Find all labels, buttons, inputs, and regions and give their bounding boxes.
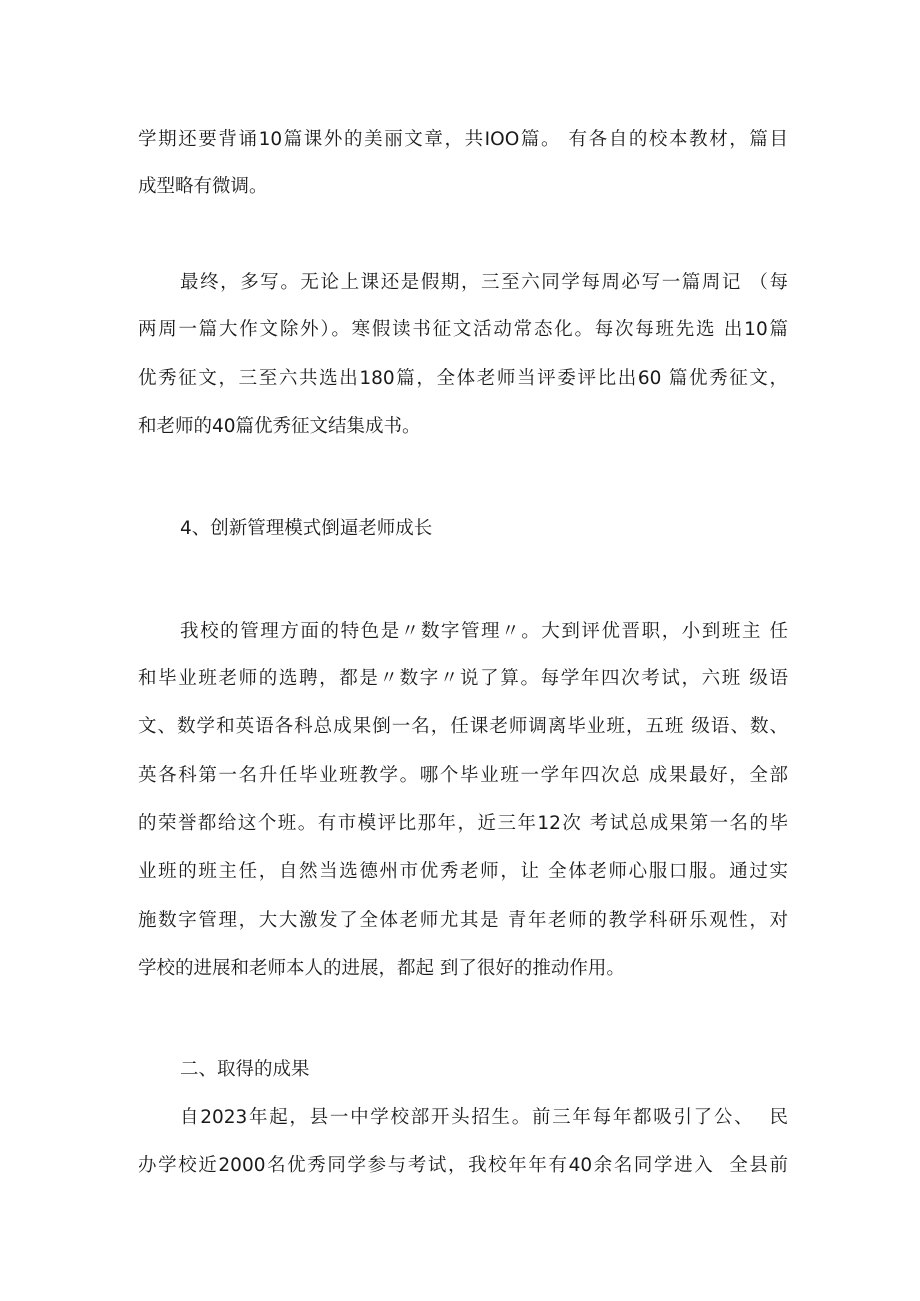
paragraph-line: 文、数学和英语各科总成果倒一名，任课老师调离毕业班，五班 级语、数、 — [138, 716, 788, 737]
paragraph-line: 成型略有微调。 — [138, 176, 268, 197]
paragraph-line: 和老师的40篇优秀征文结集成书。 — [138, 416, 421, 437]
paragraph-line: 最终，多写。无论上课还是假期，三至六同学每周必写一篇周记 （每 — [180, 272, 788, 293]
paragraph-line: 施数字管理，大大激发了全体老师尤其是 青年老师的教学科研乐观性，对 — [138, 910, 788, 931]
paragraph-line: 和毕业班老师的选聘，都是〃数字〃说了算。每学年四次考试，六班 级语 — [138, 668, 788, 689]
section-heading: 二、取得的成果 — [180, 1059, 310, 1080]
section-heading: 4、创新管理模式倒逼老师成长 — [180, 518, 433, 539]
paragraph-line: 办学校近2000名优秀同学参与考试，我校年年有40余名同学进入 全县前 — [138, 1155, 788, 1176]
paragraph-line: 学校的进展和老师本人的进展，都起 到了很好的推动作用。 — [138, 958, 625, 979]
paragraph-line: 的荣誉都给这个班。有市模评比那年，近三年12次 考试总成果第一名的毕 — [138, 813, 788, 834]
paragraph-line: 优秀征文，三至六共选出180篇，全体老师当评委评比出60 篇优秀征文， — [138, 368, 788, 389]
paragraph-line: 两周一篇大作文除外）。寒假读书征文活动常态化。每次每班先选 出10篇 — [138, 319, 788, 340]
paragraph-line: 自2023年起，县一中学校部开头招生。前三年每年都吸引了公、 民 — [180, 1107, 788, 1128]
paragraph-line: 我校的管理方面的特色是〃数字管理〃。大到评优晋职，小到班主 任 — [180, 621, 788, 642]
paragraph-line: 业班的班主任，自然当选德州市优秀老师，让 全体老师心服口服。通过实 — [138, 861, 788, 882]
paragraph-line: 学期还要背诵10篇课外的美丽文章，共IOO篇。 有各自的校本教材，篇目 — [138, 129, 788, 150]
paragraph-line: 英各科第一名升任毕业班教学。哪个毕业班一学年四次总 成果最好，全部 — [138, 765, 788, 786]
